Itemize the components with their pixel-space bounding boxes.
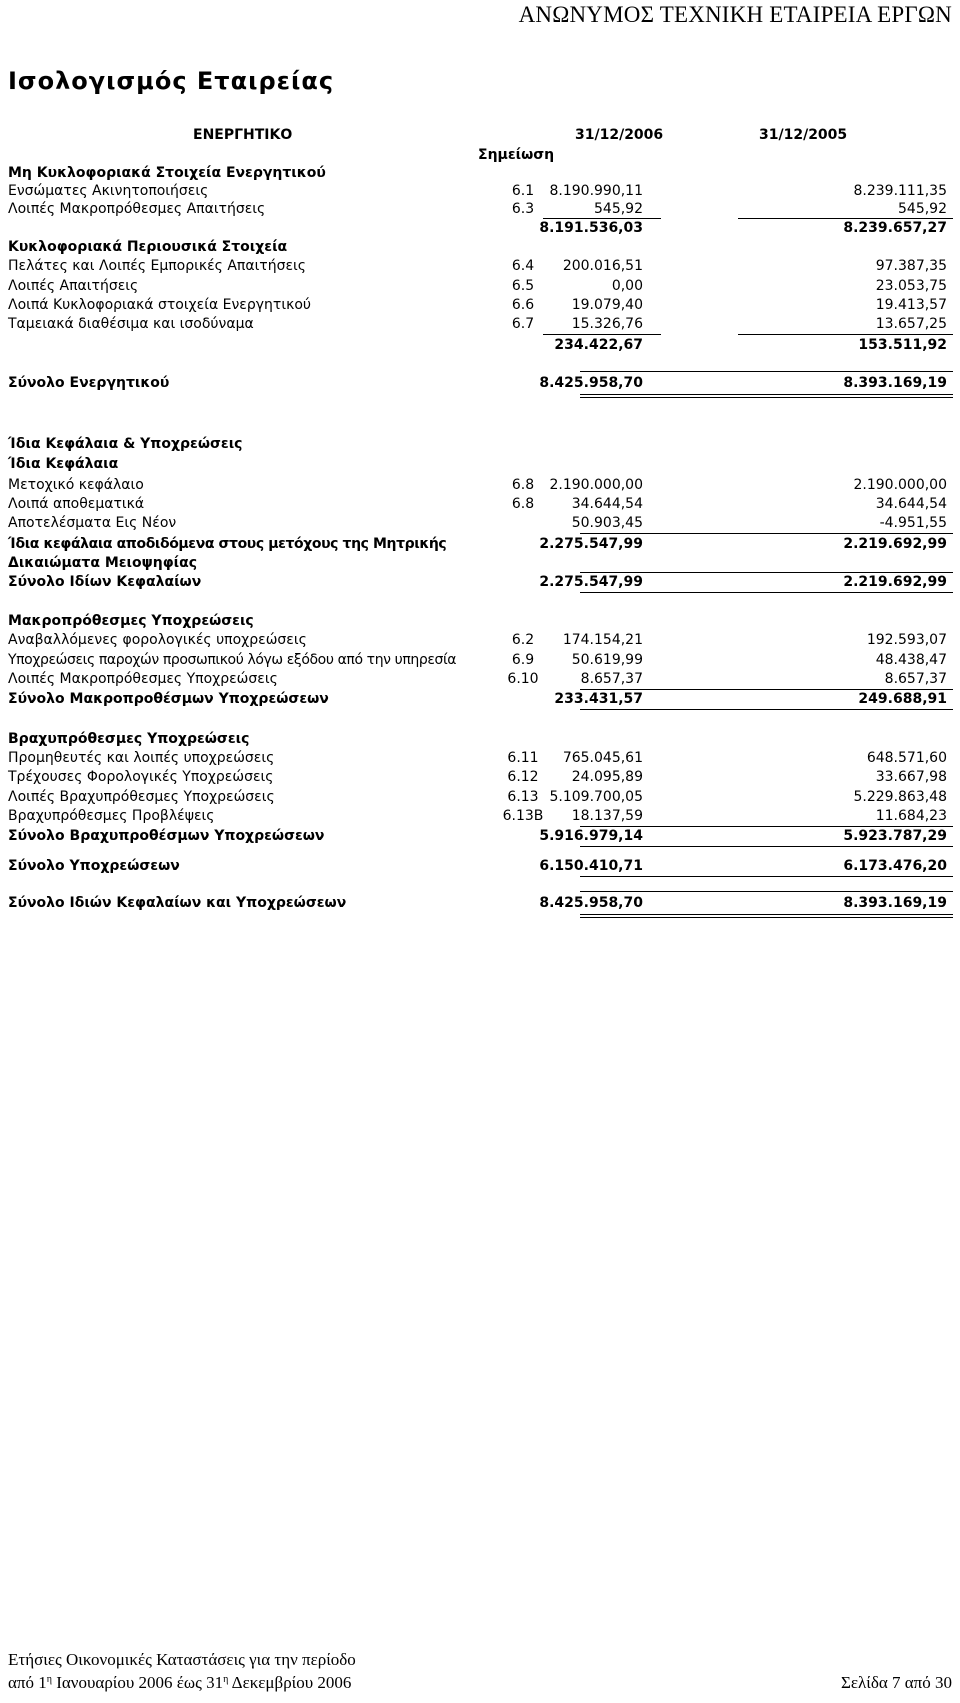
page-number: Σελίδα 7 από 30 xyxy=(840,1673,952,1692)
note-header-row xyxy=(8,145,953,165)
table-row: Λοιπές Μακροπρόθεσμες Απαιτήσεις 6.3 545,92 545,92 xyxy=(8,201,947,217)
table-row: Ενσώματες Ακινητοποιήσεις 6.1 8.190.990,11 8.239.111,35 xyxy=(8,183,947,199)
total-row: Σύνολο Μακροπροθέσμων Υποχρεώσεων 233.431,57 249.688,91 xyxy=(8,691,947,707)
total-double-rule xyxy=(580,394,953,398)
table-row: Λοιπές Βραχυπρόθεσμες Υποχρεώσεις 6.13 5.109.700,05 5.229.863,48 xyxy=(8,789,947,805)
note-header: Σημείωση xyxy=(478,147,555,163)
table-row: Μετοχικό κεφάλαιο 6.8 2.190.000,00 2.190.000,00 xyxy=(8,477,947,493)
section-subheading: Ίδια Κεφάλαια xyxy=(8,456,119,472)
section-heading: Ίδια Κεφάλαια & Υποχρεώσεις xyxy=(8,436,243,452)
table-row: Λοιπά Κυκλοφοριακά στοιχεία Ενεργητικού 6.6 19.079,40 19.413,57 xyxy=(8,297,947,313)
total-row: Σύνολο Ιδίων Κεφαλαίων 2.275.547,99 2.219.692,99 xyxy=(8,574,947,590)
table-row: Πελάτες και Λοιπές Εμπορικές Απαιτήσεις 6.4 200.016,51 97.387,35 xyxy=(8,258,947,274)
year-2005-header: 31/12/2005 xyxy=(759,127,848,143)
table-row: Προμηθευτές και λοιπές υποχρεώσεις 6.11 765.045,61 648.571,60 xyxy=(8,750,947,766)
total-row: Σύνολο Υποχρεώσεων 6.150.410,71 6.173.476,20 xyxy=(8,858,947,874)
section-header: ΕΝΕΡΓΗΤΙΚΟ xyxy=(193,127,293,143)
section-heading: Βραχυπρόθεσμες Υποχρεώσεις xyxy=(8,731,250,747)
minority-row: Δικαιώματα Μειοψηφίας xyxy=(8,555,198,571)
table-row: Λοιπές Μακροπρόθεσμες Υποχρεώσεις 6.10 8.657,37 8.657,37 xyxy=(8,671,947,687)
subtotal-row: 234.422,67 153.511,92 xyxy=(554,337,947,353)
total-rule xyxy=(580,846,953,847)
table-row: Αναβαλλόμενες φορολογικές υποχρεώσεις 6.2 174.154,21 192.593,07 xyxy=(8,632,947,648)
total-rule xyxy=(580,891,953,892)
table-row: Αποτελέσματα Εις Νέον 50.903,45 -4.951,55 xyxy=(8,515,947,531)
column-header-row xyxy=(8,125,953,145)
subtotal-row: 8.191.536,03 8.239.657,27 xyxy=(539,220,947,236)
page-title: Ισολογισμός Εταιρείας xyxy=(8,67,335,95)
subtotal-row: Ίδια κεφάλαια αποδιδόμενα στους μετόχους της Μητρικής 2.275.547,99 2.219.692,99 xyxy=(8,536,947,552)
company-header: ΑΝΩΝΥΜΟΣ ΤΕΧΝΙΚΗ ΕΤΑΙΡΕΙΑ ΕΡΓΩΝ xyxy=(518,2,952,27)
footer-dates: από $1^\eta$ Ιανουαρίου 2006 έως $31^\eta$ Δεκεμβρίου 2006 xyxy=(8,1673,352,1692)
table-row: Βραχυπρόθεσμες Προβλέψεις 6.13Β 18.137,59 11.684,23 xyxy=(8,808,947,824)
section-heading: Μακροπρόθεσμες Υποχρεώσεις xyxy=(8,613,254,629)
table-row: Λοιπά αποθεματικά 6.8 34.644,54 34.644,54 xyxy=(8,496,947,512)
table-row: Ταμειακά διαθέσιμα και ισοδύναμα 6.7 15.326,76 13.657,25 xyxy=(8,316,947,332)
total-rule xyxy=(580,876,953,877)
year-2006-header: 31/12/2006 xyxy=(575,127,664,143)
total-row: Σύνολο Ενεργητικού 8.425.958,70 8.393.169,19 xyxy=(8,375,947,391)
section-heading: Κυκλοφοριακά Περιουσικά Στοιχεία xyxy=(8,239,288,255)
footer-period: Ετήσιες Οικονομικές Καταστάσεις για την περίοδο xyxy=(8,1650,356,1669)
total-rule xyxy=(580,709,953,710)
total-rule xyxy=(580,592,953,593)
total-double-rule xyxy=(580,914,953,918)
section-heading: Μη Κυκλοφοριακά Στοιχεία Ενεργητικού xyxy=(8,165,326,181)
table-row: Λοιπές Απαιτήσεις 6.5 0,00 23.053,75 xyxy=(8,278,947,294)
table-row: Υποχρεώσεις παροχών προσωπικού λόγω εξόδου από την υπηρεσία 6.9 50.619,99 48.438,47 xyxy=(8,652,947,668)
total-rule xyxy=(580,371,953,372)
table-row: Τρέχουσες Φορολογικές Υποχρεώσεις 6.12 24.095,89 33.667,98 xyxy=(8,769,947,785)
grand-total-row: Σύνολο Ιδιών Κεφαλαίων και Υποχρεώσεων 8.425.958,70 8.393.169,19 xyxy=(8,895,947,911)
total-row: Σύνολο Βραχυπροθέσμων Υποχρεώσεων 5.916.979,14 5.923.787,29 xyxy=(8,828,947,844)
